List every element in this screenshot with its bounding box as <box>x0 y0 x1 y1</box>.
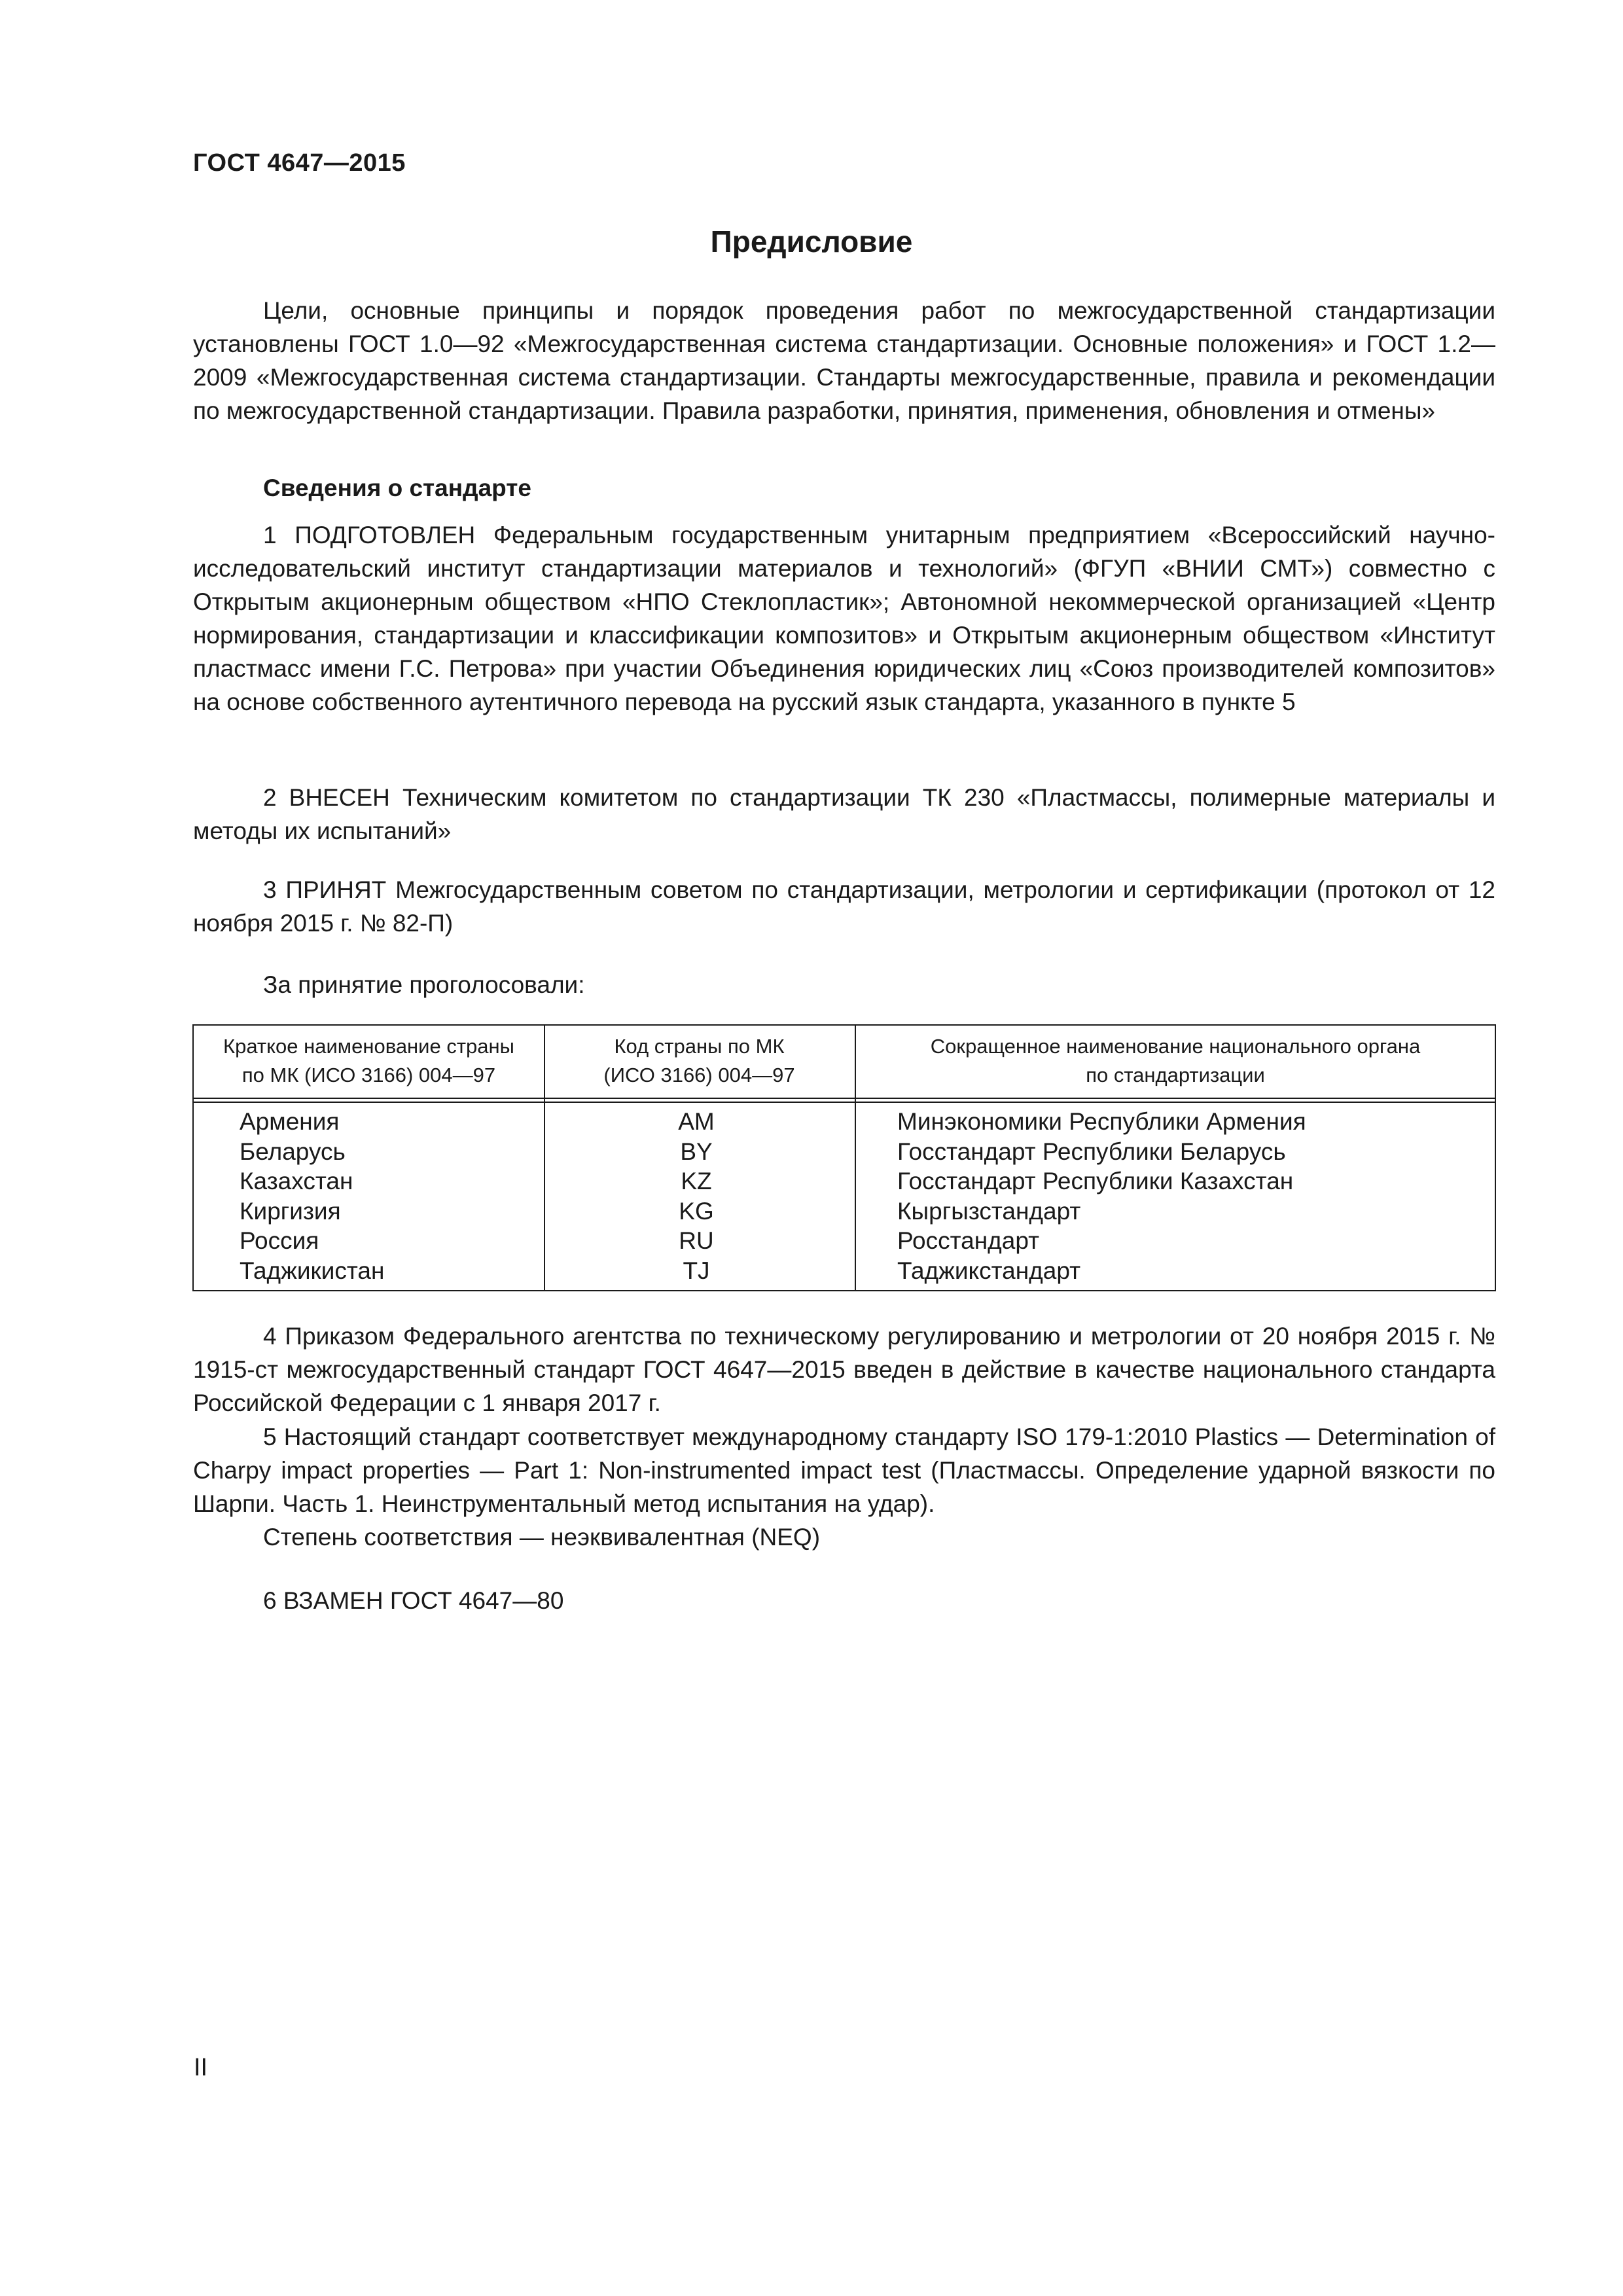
table-cell-country: Армения <box>240 1108 340 1135</box>
voting-caption-text: За принятие проголосовали: <box>263 971 585 998</box>
table-cell-code: KZ <box>681 1168 712 1194</box>
intro-text: Цели, основные принципы и порядок проведения работ по межгосударственной стандартизации установлены ГОСТ 1.0—92 «Межгосударственная система стандартизации. Основные положения» и ГОСТ 1.2—2009 «Межгосударственная система стандартизации. Стандарты межгосударственные, правила и рекомендации по межгосударственной стандартизации. Правила разработки, принятия, применения, обновления и отмены» <box>193 297 1495 424</box>
item-1 <box>193 518 1495 719</box>
table-cell-body: Госстандарт Республики Беларусь <box>897 1138 1286 1165</box>
table-header-code <box>544 1032 855 1090</box>
table-header-country <box>194 1032 544 1090</box>
item-5 <box>193 1420 1495 1554</box>
table-cell-code: AM <box>678 1108 715 1135</box>
page-number: II <box>194 2054 208 2081</box>
table-cell-body: Таджикстандарт <box>897 1257 1081 1284</box>
table-cell-code: BY <box>680 1138 713 1165</box>
table-header-divider <box>194 1098 1495 1099</box>
table-cell-body: Минэкономики Республики Армения <box>897 1108 1306 1135</box>
voting-caption <box>193 968 1495 1001</box>
table-cell-country: Россия <box>240 1227 319 1254</box>
table-cell-body: Кыргызстандарт <box>897 1197 1081 1225</box>
table-cell-body: Росстандарт <box>897 1227 1040 1254</box>
table-cell-code: KG <box>679 1197 714 1225</box>
item-2-text: 2 ВНЕСЕН Техническим комитетом по стандартизации ТК 230 «Пластмассы, полимерные материалы и методы их испытаний» <box>193 784 1495 844</box>
header-line: по стандартизации <box>1086 1064 1265 1086</box>
item-4-text: 4 Приказом Федерального агентства по техническому регулированию и метрологии от 20 ноября 2015 г. № 1915-ст межгосударственный стандарт ГОСТ 4647—2015 введен в действие в качестве национального стандарта Российской Федерации с 1 января 2017 г. <box>193 1323 1495 1416</box>
document-code: ГОСТ 4647—2015 <box>193 149 406 177</box>
item-2 <box>193 781 1495 848</box>
standard-info-section <box>193 471 1495 505</box>
table-cell-country: Беларусь <box>240 1138 346 1165</box>
section-heading: Сведения о стандарте <box>263 475 531 501</box>
body-column <box>897 1107 1306 1285</box>
intro-paragraph <box>193 294 1495 427</box>
table-cell-country: Киргизия <box>240 1197 341 1225</box>
table-cell-country: Казахстан <box>240 1168 353 1194</box>
item-4 <box>193 1319 1495 1420</box>
table-cell-country: Таджикистан <box>240 1257 385 1284</box>
item-5-text: 5 Настоящий стандарт соответствует международному стандарту ISO 179-1:2010 Plastics — Determination of Charpy impact properties — Part 1: Non-instrumented impact test (Пластмассы. Определение ударной вязкости по Шарпи. Часть 1. Неинструментальный метод испытания на удар). <box>193 1424 1495 1517</box>
header-line: по МК (ИСО 3166) 004—97 <box>241 1064 496 1086</box>
table-header-divider <box>194 1102 1495 1103</box>
table-cell-code: TJ <box>683 1257 710 1284</box>
header-line: Краткое наименование страны <box>223 1035 514 1058</box>
item-3 <box>193 873 1495 940</box>
item-3-text: 3 ПРИНЯТ Межгосударственным советом по стандартизации, метрологии и сертификации (протокол от 12 ноября 2015 г. № 82-П) <box>193 876 1495 937</box>
table-cell-code: RU <box>679 1227 714 1254</box>
header-line: Код страны по МК <box>614 1035 785 1058</box>
table-header-body <box>855 1032 1496 1090</box>
header-line: Сокращенное наименование национального органа <box>930 1035 1421 1058</box>
voting-table <box>192 1024 1496 1291</box>
item-6-text: 6 ВЗАМЕН ГОСТ 4647—80 <box>263 1587 564 1614</box>
table-cell-body: Госстандарт Республики Казахстан <box>897 1168 1294 1194</box>
item-5-degree: Степень соответствия — неэквивалентная (NEQ) <box>263 1524 821 1551</box>
code-column <box>541 1107 852 1285</box>
country-column <box>240 1107 384 1285</box>
item-6 <box>193 1584 1495 1617</box>
item-1-text: 1 ПОДГОТОВЛЕН Федеральным государственным унитарным предприятием «Всероссийский научно-исследовательский институт стандартизации материалов и технологий» (ФГУП «ВНИИ СМТ») совместно с Открытым акционерным обществом «НПО Стеклопластик»; Автономной некоммерческой организацией «Центр нормирования, стандартизации и классификации композитов» и Открытым акционерным обществом «Институт пластмасс имени Г.С. Петрова» при участии Объединения юридических лиц «Союз производителей композитов» на основе собственного аутентичного перевода на русский язык стандарта, указанного в пункте 5 <box>193 522 1495 715</box>
header-line: (ИСО 3166) 004—97 <box>603 1064 795 1086</box>
page-title: Предисловие <box>710 224 913 259</box>
